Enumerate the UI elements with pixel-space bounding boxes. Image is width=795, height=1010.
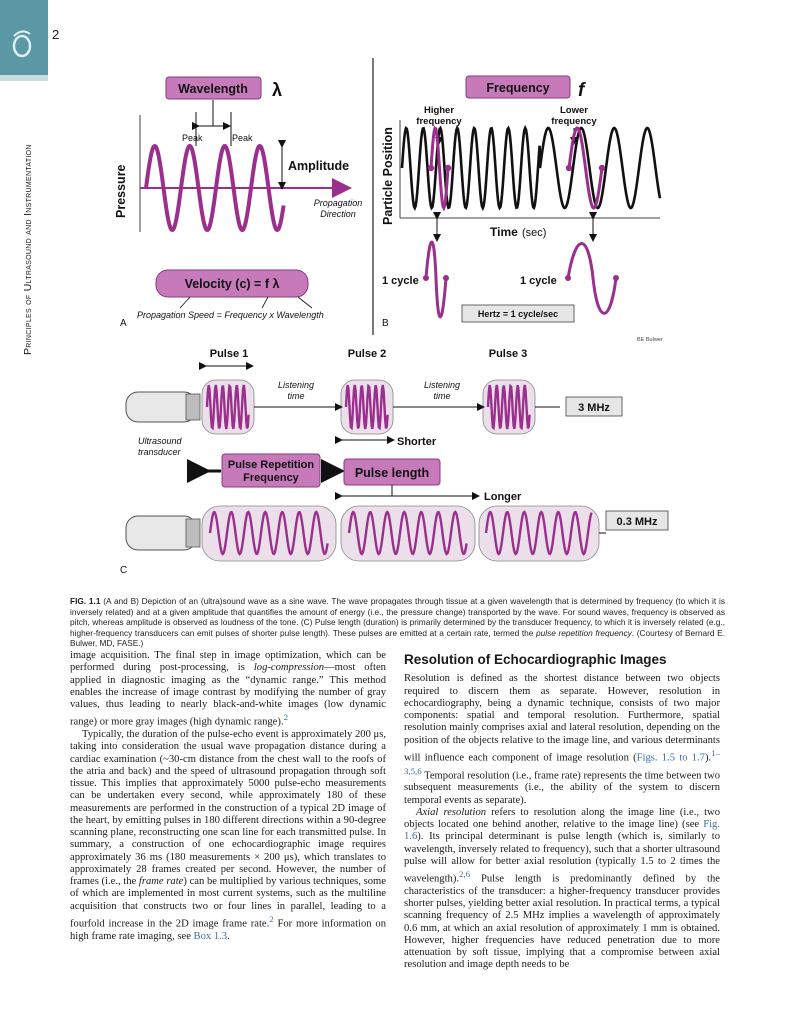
lower-frequency-2: frequency <box>551 116 597 127</box>
propagation-label-1: Propagation <box>313 198 363 208</box>
listening-1b: time <box>287 391 305 401</box>
panel-b <box>381 76 663 343</box>
reference-link[interactable]: 1–3,5,6 <box>404 747 720 776</box>
pulse-2-label: Pulse 2 <box>347 348 387 360</box>
caption-label: FIG. 1.1 <box>70 596 101 606</box>
section-heading: Resolution of Echocardiographic Images <box>404 652 667 667</box>
caption-italic: pulse repetition frequency <box>536 627 632 638</box>
panel-c <box>120 348 668 576</box>
transducer-label-2: transducer <box>138 447 181 457</box>
text-run: For more information on high frame rate imaging, see <box>70 918 386 942</box>
figure-link[interactable]: Fig. 1.6 <box>404 819 720 843</box>
peak-label-1: Peak <box>182 133 203 143</box>
text-run: refers to resolution along the image line (i.e., two objects located one behind another, relative to the image line) (see <box>404 806 720 831</box>
paragraph <box>404 807 720 972</box>
higher-frequency-2: frequency <box>416 116 462 127</box>
box-link[interactable]: Box 1.3 <box>193 930 228 942</box>
hertz-label: Hertz = 1 cycle/sec <box>477 309 559 319</box>
shorter-label: Shorter <box>397 436 437 448</box>
high-frequency-cycle <box>426 242 446 317</box>
reference-link[interactable]: 2,6 <box>459 869 471 880</box>
transducer-label-1: Ultrasound <box>138 436 182 446</box>
figure-caption <box>70 596 725 649</box>
body-column-right <box>404 650 720 972</box>
italic-term: log-compression <box>253 662 325 674</box>
wavelength-label: Wavelength <box>178 82 248 96</box>
mhz-low-label: 0.3 MHz <box>616 516 658 528</box>
mhz-high-label: 3 MHz <box>578 402 610 414</box>
paragraph <box>404 673 720 807</box>
text-run: —most often applied in diagnostic imaging as the “dynamic range.” This method enables the increase of image contrast by modifying the number of gray values, thus leading to nearly black-and-white images (low dynamic range) or more gray images (high dynamic range). <box>70 662 386 728</box>
higher-frequency-1: Higher <box>423 105 455 116</box>
italic-term: frame rate <box>138 876 184 888</box>
pulse-length-label: Pulse length <box>354 466 430 480</box>
f-symbol: f <box>578 80 585 101</box>
low-frequency-cycle <box>568 244 616 314</box>
caption-end: . (Courtesy of Bernard E. Bulwer, MD, FASE.) <box>70 627 726 649</box>
transducer-top <box>126 392 196 422</box>
pulse-1-label: Pulse 1 <box>209 348 249 360</box>
text-run: . <box>227 930 230 942</box>
listening-1a: Listening <box>277 380 315 390</box>
cycle-label-2: 1 cycle <box>520 275 557 287</box>
cycle-label-1: 1 cycle <box>382 275 419 287</box>
figure-link[interactable]: Figs. 1.5 to 1.7 <box>636 752 705 764</box>
velocity-formula: Velocity (c) = f λ <box>184 277 280 291</box>
frequency-label: Frequency <box>486 81 550 95</box>
pulse-3-label: Pulse 3 <box>488 348 528 360</box>
longer-label: Longer <box>484 491 522 503</box>
text-run: image acquisition. The final step in image optimization, which can be performed during post-processing, is <box>70 650 386 674</box>
text-run: ) can be multiplied by various techniques, some of which are implemented in most current systems, such as the multiline acquisition that constructs two or four lines in parallel, leading to a fourfold increase in the 2D image frame rate. <box>70 876 386 930</box>
panel-c-label: C <box>120 565 128 576</box>
text-run: Typically, the duration of the pulse-echo event is approximately 200 μs, taking into consideration the usual wave propagation distance during a cardiac examination (~30-cm distance from the chest wall to the roofs of the atria and back) and the speed of ultrasound propagation through soft tissue. This implies that approximately 5000 pulse-echo measurements can be undertaken every second, while approximately 180 of these measurements are performed in the construction of a typical 2D image of the heart, by emitting pulses in 180 different directions within a 90-degree scanning plane, reconstructing one scan line for each transmitted pulse. In summary, a construction of one echocardiographic image requires approximately 36 ms (180 measurements × 200 μs), which translates to approximately 28 frames created per second. However, the number of frames (i.e., the <box>70 729 386 888</box>
panel-a-label: A <box>120 318 127 329</box>
lower-frequency-1: Lower <box>560 105 588 116</box>
peak-label-2: Peak <box>232 133 253 143</box>
pressure-label: Pressure <box>114 164 128 218</box>
running-head: Principles of Ultrasound and Instrumentation <box>22 144 34 355</box>
italic-term: Axial resolution <box>416 806 487 818</box>
page-number: 2 <box>52 27 60 42</box>
text-run: Pulse length is predominantly defined by the characteristics of the transducer: a higher-frequency transducer provides shorter pulses, yielding better axial resolution. In practical terms, a typical scanning frequency of 2.5 MHz implies a wavelength of approximately 0.6 mm, at which an axial resolution of approximately 1 mm is obtained. However, higher frequencies have reduced penetration due to more attenuation by soft tissue, implying that a compromise between axial resolution and image depth needs to be <box>404 873 720 971</box>
prf-label-2: Frequency <box>243 472 299 484</box>
panel-b-label: B <box>382 318 389 329</box>
propagation-label-2: Direction <box>320 209 356 219</box>
prf-label-1: Pulse Repetition <box>227 459 315 471</box>
text-run: ). <box>704 752 712 764</box>
panel-a <box>114 77 362 329</box>
text-run: Temporal resolution (i.e., frame rate) represents the time between two subsequent measurements (i.e., the ability of the system to discern temporal events as separate). <box>404 770 720 806</box>
text-run: ). Its principal determinant is pulse length (which is, similarly to wavelength, inversely related to frequency), such that a shorter ultrasound pulse will allow for better axial resolution (typically 1.5 to 2 times the wavelength). <box>404 831 720 885</box>
reference-link[interactable]: 2 <box>283 712 288 723</box>
text-run: Resolution is defined as the shortest distance between two objects required to discern them as separate. However, resolution in echocardiography, being a dynamic technique, consists of two major components: spatial and temporal resolution. Furthermore, spatial resolution mainly comprises axial and lateral resolution, depending on the position of the objects relative to the image line, and various determinants will influence each component of image resolution ( <box>404 673 720 764</box>
body-column-left <box>70 650 386 943</box>
caption-text: (A and B) Depiction of an (ultra)sound wave as a sine wave. The wave propagates through tissue at a given wavelength that is determined by frequency (to which it is inversely related) and at a given amplitude that quantifies the amount of energy (i.e., the pressure change) transported by the wave. For sound waves, frequency is observed as pitch, whereas amplitude is observed as loudness of the tone. (C) Pulse length (duration) is primarily determined by the transducer frequency, to which it is inversely related (e.g., higher-frequency transducers can emit pulses of shorter pulse length). These pulses are emitted at a certain rate, termed the <box>70 596 725 638</box>
lambda-symbol: λ <box>272 80 283 100</box>
paragraph <box>70 650 386 729</box>
credit-label: BE Bulwer <box>637 337 663 343</box>
reference-link[interactable]: 2 <box>269 913 274 924</box>
formula-words: Propagation Speed = Frequency x Wavelength <box>137 310 324 320</box>
particle-position-label: Particle Position <box>381 127 395 225</box>
transducer-bottom <box>126 516 196 550</box>
listening-2a: Listening <box>423 380 461 390</box>
paragraph <box>70 729 386 943</box>
amplitude-label: Amplitude <box>288 159 350 173</box>
time-label: Time <box>490 225 518 239</box>
time-unit: (sec) <box>522 227 547 239</box>
listening-2b: time <box>433 391 451 401</box>
